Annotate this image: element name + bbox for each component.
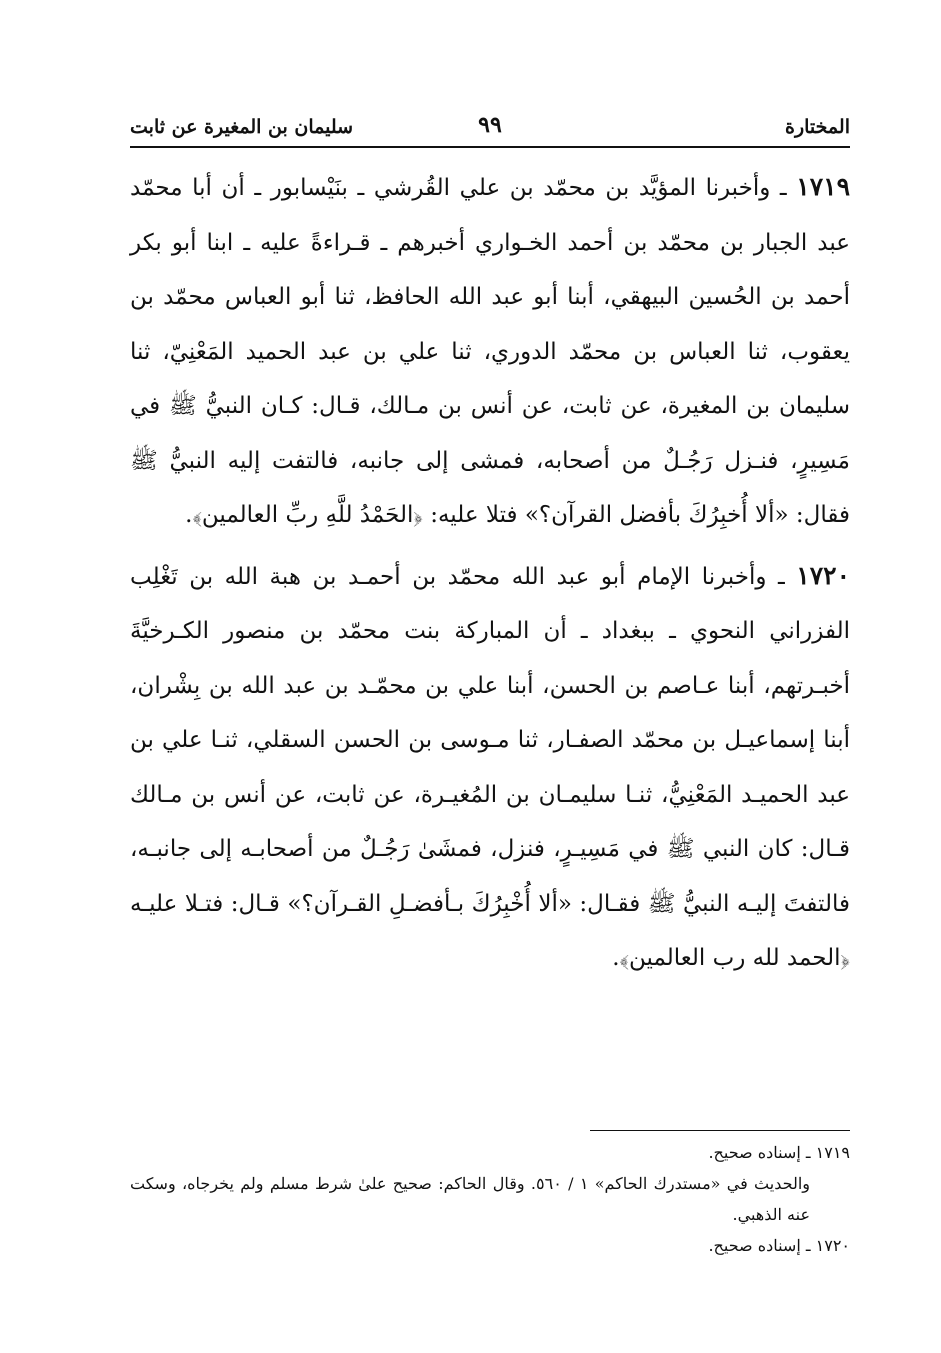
book-title: المختارة (785, 116, 850, 138)
hadith-1720 (130, 549, 850, 986)
footnote-divider (590, 1130, 850, 1131)
footnote-1719 (130, 1137, 850, 1168)
footnote-number: ١٧١٩ (815, 1143, 850, 1162)
footnote-text: ـ إسناده صحيح. (708, 1236, 811, 1255)
hadith-number: ١٧١٩ (796, 172, 850, 201)
hadith-1719 (130, 160, 850, 543)
chapter-title: سليمان بن المغيرة عن ثابت (130, 116, 354, 138)
footnote-text: ـ إسناده صحيح. (708, 1143, 811, 1162)
page-number: ٩٩ (478, 112, 502, 138)
hadith-number: ١٧٢٠ (796, 560, 850, 590)
footnote-number: ١٧٢٠ (815, 1236, 850, 1255)
page-body (130, 110, 850, 986)
footnotes (130, 1130, 850, 1261)
footnote-1720 (130, 1230, 850, 1261)
footnote-1719-detail: والحديث في «مستدرك الحاكم» ١ / ٥٦٠. وقال الحاكم: صحيح علىٰ شرط مسلم ولم يخرجاه، وسكت عنه الذهبي. (130, 1174, 810, 1224)
hadith-text: ـ وأخبرنا المؤيَّد بن محمّد بن علي القُرشي ـ بنَيْسابور ـ أن أبا محمّد عبد الجبار بن محمّد بن أحمد الخـواري أخبرهم ـ قـراءةً عليه ـ ابنا أبو بكر أحمد بن الحُسين البيهقي، أبنا أبو عبد الله الحافظ، ثنا أبو العباس محمّد بن يعقوب، ثنا العباس بن محمّد الدوري، ثنا علي بن عبد الحميد المَعْنِيّ، ثنا سليمان بن المغيرة، عن ثابت، عن أنس بن مـالك، قـال: كـان النبيُّ ﷺ في مَسِيرٍ، فنـزل رَجُـلٌ من أصحابه، فمشى إلى جانبه، فالتفت إليه النبيُّ ﷺ فقال: «ألا أُخبِرُكَ بأفضل القرآن؟» فتلا عليه: ﴿الحَمْدُ للَّهِ ربِّ العالمين﴾. (130, 175, 850, 528)
hadith-text: ـ وأخبرنا الإمام أبو عبد الله محمّد بن أحمـد بن هبة الله بن تَغْلِب الفزراني النحوي ـ ببغداد ـ أن المباركة بنت محمّد بن منصور الكـرخيَّةَ أخبـرتهم، أبنا عـاصم بن الحسن، أبنا علي بن محمّـد بن عبد الله بن بِشْران، أبنا إسماعيـل بن محمّد الصفـار، ثنا مـوسى بن الحسن السقلي، ثنـا علي بن عبد الحميـد المَعْنِيُّ، ثنـا سليمـان بن المُغيـرة، عن ثابت، عن أنس بن مـالك قـال: كان النبي ﷺ في مَسِيـرٍ، فنزل، فمشَىٰ رَجُـلٌ من أصحابـه إلى جانبـه، فالتفتَ إليـه النبيُّ ﷺ فقـال: «ألا أُخْبِرُكَ بـأفضـلِ القـرآن؟» قـال: فتـلا عليـه ﴿الحمد لله رب العالمين﴾. (130, 563, 850, 971)
running-header (130, 110, 850, 148)
